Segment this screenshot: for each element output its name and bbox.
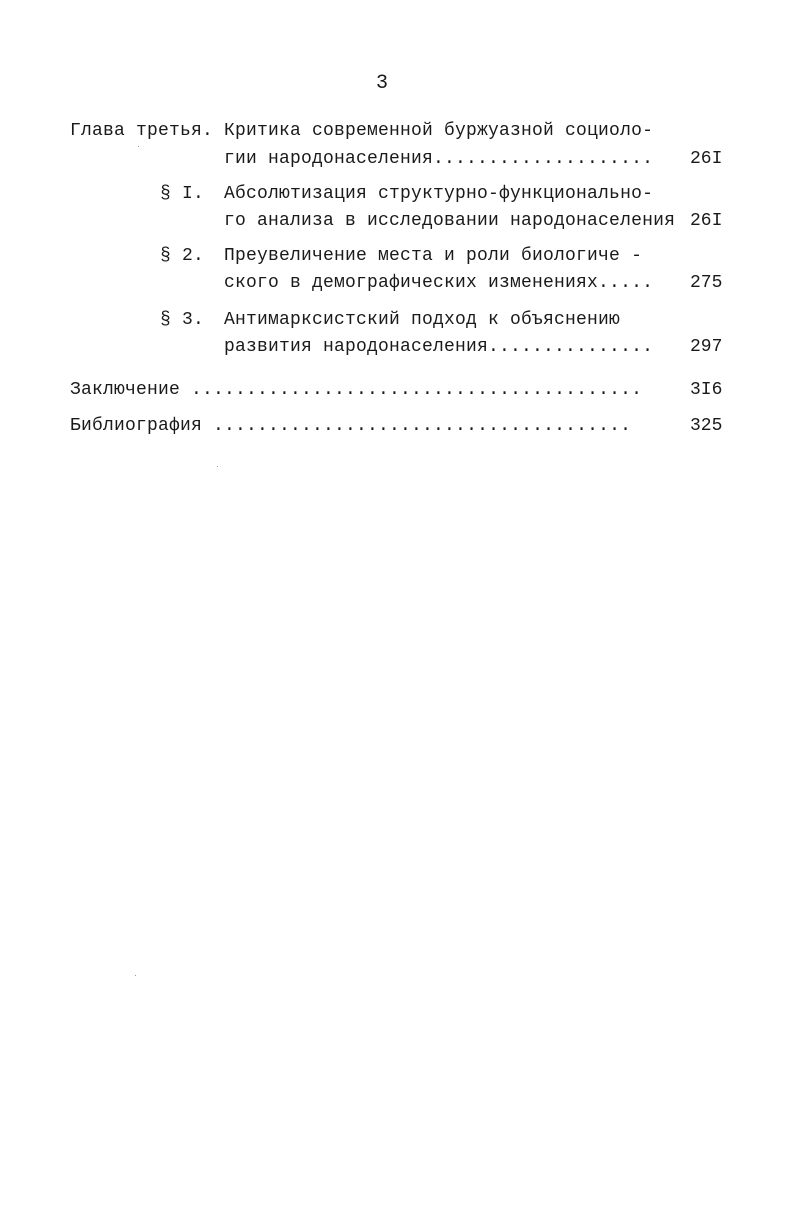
conclusion-page: 3I6: [690, 380, 723, 400]
section-title-line2: ского в демографических изменениях.....: [224, 273, 654, 293]
section-sign: § 3.: [160, 310, 205, 330]
section-title-line2: развития народонаселения...............: [224, 337, 654, 357]
bibliography-entry: Библиография ......................................: [70, 416, 632, 436]
section-title-line1: Абсолютизация структурно-функционально-: [224, 184, 654, 204]
section-title-line1: Преувеличение места и роли биологиче -: [224, 246, 643, 266]
scan-speck: [217, 466, 218, 467]
section-sign: § I.: [160, 184, 205, 204]
chapter-title-line2: гии народонаселения....................: [224, 149, 654, 169]
section-page: 297: [690, 337, 723, 357]
section-sign: § 2.: [160, 246, 205, 266]
section-title-line2: го анализа в исследовании народонаселения: [224, 211, 676, 231]
chapter-label: Глава третья.: [70, 121, 214, 141]
bibliography-page: 325: [690, 416, 723, 436]
scan-speck: [138, 146, 139, 147]
section-title-line1: Антимарксистский подход к объяснению: [224, 310, 621, 330]
section-page: 275: [690, 273, 723, 293]
section-page: 26I: [690, 211, 723, 231]
scan-speck: [135, 975, 136, 976]
chapter-title-line1: Критика современной буржуазной социоло-: [224, 121, 654, 141]
page-number: 3: [375, 72, 388, 95]
chapter-page: 26I: [690, 149, 723, 169]
conclusion-entry: Заключение .........................................: [70, 380, 643, 400]
